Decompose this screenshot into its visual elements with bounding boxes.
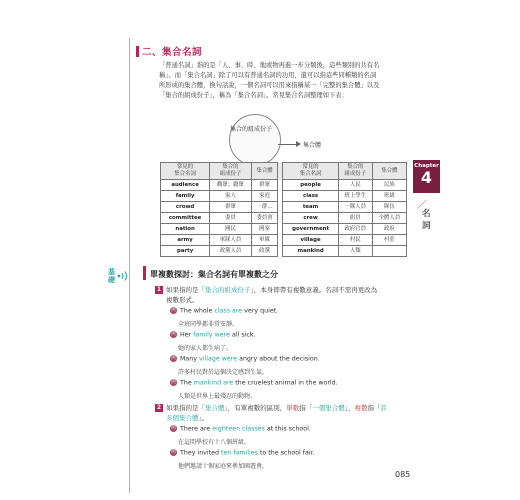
- example-text: Her: [180, 331, 194, 339]
- table-cell: village: [283, 235, 338, 246]
- intro-line: 「集合的組成份子」，稱為「集合名詞」。常見集合名詞整理如下表：: [159, 92, 348, 99]
- example-translation: 他們邀請十個家庭來參加園遊會。: [178, 463, 269, 470]
- table-cell: people: [283, 180, 338, 191]
- rule-text: 指「: [367, 404, 381, 412]
- table-cell: [372, 246, 406, 257]
- collective-noun-table: [160, 162, 407, 257]
- table-row: [161, 191, 407, 202]
- table-header: 常見的 集合名詞: [161, 163, 210, 180]
- table-cell: 國民: [210, 224, 252, 235]
- table-header: 集合的 組成份子: [338, 163, 372, 180]
- table-row: [161, 213, 407, 224]
- table-header: 常見的 集合名詞: [283, 163, 338, 180]
- rule-highlight: 集合的組成份子: [205, 286, 251, 294]
- table-cell: audience: [161, 180, 210, 191]
- example-translation: 她的家人都生病了。: [178, 345, 233, 352]
- sound-wave-icon: [117, 270, 129, 282]
- rule-highlight: 許: [380, 404, 387, 412]
- chapter-label: Chapter: [414, 163, 439, 169]
- example-sentence: [170, 425, 311, 433]
- example-text: the cruelest animal in the world.: [233, 379, 338, 387]
- table-cell: 家庭: [251, 191, 278, 202]
- table-cell: committee: [161, 213, 210, 224]
- example-text: They invited: [180, 449, 221, 457]
- rule-text: 如果指的是「: [166, 404, 205, 412]
- level-tag: 基礎: [108, 268, 115, 284]
- table-cell: 組員: [338, 213, 372, 224]
- table-cell: class: [283, 191, 338, 202]
- chapter-number: 4: [420, 168, 433, 187]
- example-bullet-icon: 例: [171, 426, 176, 431]
- example-bullet-icon: 例: [171, 308, 176, 313]
- rule-number: 2: [156, 404, 162, 411]
- table-cell: 村莊: [372, 235, 406, 246]
- example-translation: 全班同學都非常安靜。: [178, 321, 239, 328]
- table-header: 集合體: [251, 163, 278, 180]
- example-text: to the school fair.: [257, 449, 315, 457]
- example-sentence: [170, 331, 256, 339]
- example-text: Many: [180, 355, 200, 363]
- arrow-head-icon: [296, 141, 301, 147]
- rule-highlight: 多個集合體: [166, 414, 199, 422]
- rule-2: [155, 403, 417, 423]
- rule-emphasis: 單數: [286, 404, 300, 412]
- table-cell: nation: [161, 224, 210, 235]
- table-cell: 軍隊人員: [210, 235, 252, 246]
- arrow-line: [278, 144, 298, 145]
- table-cell: 人類: [338, 246, 372, 257]
- rule-highlight: 集合體: [205, 404, 225, 412]
- example-text: all sick.: [230, 331, 256, 339]
- example-text: The: [180, 379, 194, 387]
- rule-text: 」，本身即帶有複數意義。名詞不需再更改為: [250, 286, 378, 294]
- example-highlight: class are: [214, 307, 243, 315]
- intro-paragraph: [159, 61, 409, 101]
- member-label: 集合的組成份子: [230, 126, 273, 133]
- table-cell: 班上學生: [338, 191, 372, 202]
- table-cell: 群眾: [251, 180, 278, 191]
- example-text: very quiet.: [242, 307, 279, 315]
- example-sentence: [170, 355, 320, 363]
- intro-line: 所形成的集合體，換句話說，一個名詞可以用來指稱某一「完整的集合體」以及: [159, 82, 380, 89]
- example-text: The whole: [180, 307, 215, 315]
- table-cell: 委員: [210, 213, 252, 224]
- rule-text: 」。: [198, 414, 209, 422]
- table-row: [161, 224, 407, 235]
- table-header: 集合體: [372, 163, 406, 180]
- example-bullet-icon: 例: [171, 356, 176, 361]
- table-cell: mankind: [283, 246, 338, 257]
- example-sentence: [170, 449, 315, 457]
- example-bullet-icon: 例: [171, 450, 176, 455]
- table-cell: crowd: [161, 202, 210, 213]
- table-cell: 村民: [338, 235, 372, 246]
- rule-emphasis: 複數: [354, 404, 368, 412]
- rule-1: [155, 285, 417, 305]
- example-bullet-icon: 例: [171, 332, 176, 337]
- whole-label: 集合體: [303, 142, 322, 149]
- table-cell: 一群…: [251, 202, 278, 213]
- table-cell: 政黨: [251, 246, 278, 257]
- chapter-tab: [413, 160, 440, 193]
- example-sentence: [170, 307, 278, 315]
- rule-text: 指「: [299, 404, 313, 412]
- table-cell: crew: [283, 213, 338, 224]
- section-marker: [136, 46, 139, 57]
- rule-number: 1: [156, 286, 162, 293]
- table-cell: government: [283, 224, 338, 235]
- example-highlight: village were: [199, 355, 238, 363]
- table-cell: 全體人員: [372, 213, 406, 224]
- chapter-slash: ／: [417, 200, 427, 211]
- table-cell: 觀眾；聽眾: [210, 180, 252, 191]
- example-text: angry about the decision.: [237, 355, 320, 363]
- table-cell: 班級: [372, 191, 406, 202]
- example-text: There are: [180, 425, 213, 433]
- subsection-marker: [143, 266, 146, 280]
- example-bullet-icon: 例: [171, 380, 176, 385]
- example-translation: 許多村民對於這個決定感到生氣。: [178, 369, 269, 376]
- table-cell: party: [161, 246, 210, 257]
- table-row: [161, 180, 407, 191]
- table-cell: 人民: [338, 180, 372, 191]
- intro-line: 稱」。而「集合名詞」除了可以有普通名詞的功用，還可以指這些同種類的名詞: [159, 72, 377, 79]
- example-highlight: mankind are: [193, 379, 234, 387]
- rule-text: 」，有單複數的區別，: [224, 404, 287, 412]
- subsection-title: 單複數探討：集合名詞有單複數之分: [150, 270, 278, 279]
- intro-line: 「普通名詞」指的是「人、事、時、地或物再進一步分類後，這些類別的共有名: [159, 62, 380, 69]
- example-highlight: family were: [193, 331, 230, 339]
- table-cell: 政府官員: [338, 224, 372, 235]
- table-cell: 隊伍: [372, 202, 406, 213]
- rule-text: 如果指的是「: [166, 286, 205, 294]
- table-header: 集合的 組成份子: [210, 163, 252, 180]
- table-cell: team: [283, 202, 338, 213]
- table-row: [161, 202, 407, 213]
- rule-text: 」，: [344, 404, 355, 412]
- table-row: [161, 235, 407, 246]
- table-cell: 國家: [251, 224, 278, 235]
- table-cell: 委員會: [251, 213, 278, 224]
- table-cell: 一隊人員: [338, 202, 372, 213]
- table-cell: 軍隊: [251, 235, 278, 246]
- example-text: at this school.: [264, 425, 311, 433]
- chapter-name: 名詞: [422, 209, 431, 231]
- collective-circle: [229, 114, 281, 166]
- table-cell: 政府: [372, 224, 406, 235]
- example-translation: 人類是世界上最殘忍的動物。: [178, 393, 257, 400]
- table-header-row: [161, 163, 407, 180]
- section-title: 二、集合名詞: [142, 47, 203, 58]
- example-highlight: ten families: [221, 449, 258, 457]
- table-cell: 群眾: [210, 202, 252, 213]
- table-cell: 民族: [372, 180, 406, 191]
- table-cell: 政黨人員: [210, 246, 252, 257]
- table-cell: 家人: [210, 191, 252, 202]
- example-highlight: eighteen classes: [212, 425, 265, 433]
- table-row: [161, 246, 407, 257]
- table-cell: army: [161, 235, 210, 246]
- table-cell: family: [161, 191, 210, 202]
- rule-text: 複數形式。: [166, 296, 199, 304]
- page-number: 085: [395, 470, 411, 479]
- rule-highlight: 一個集合體: [312, 404, 345, 412]
- margin-rule: [129, 38, 130, 493]
- example-sentence: [170, 379, 338, 387]
- example-translation: 在這間學校有十八個班級。: [178, 439, 251, 446]
